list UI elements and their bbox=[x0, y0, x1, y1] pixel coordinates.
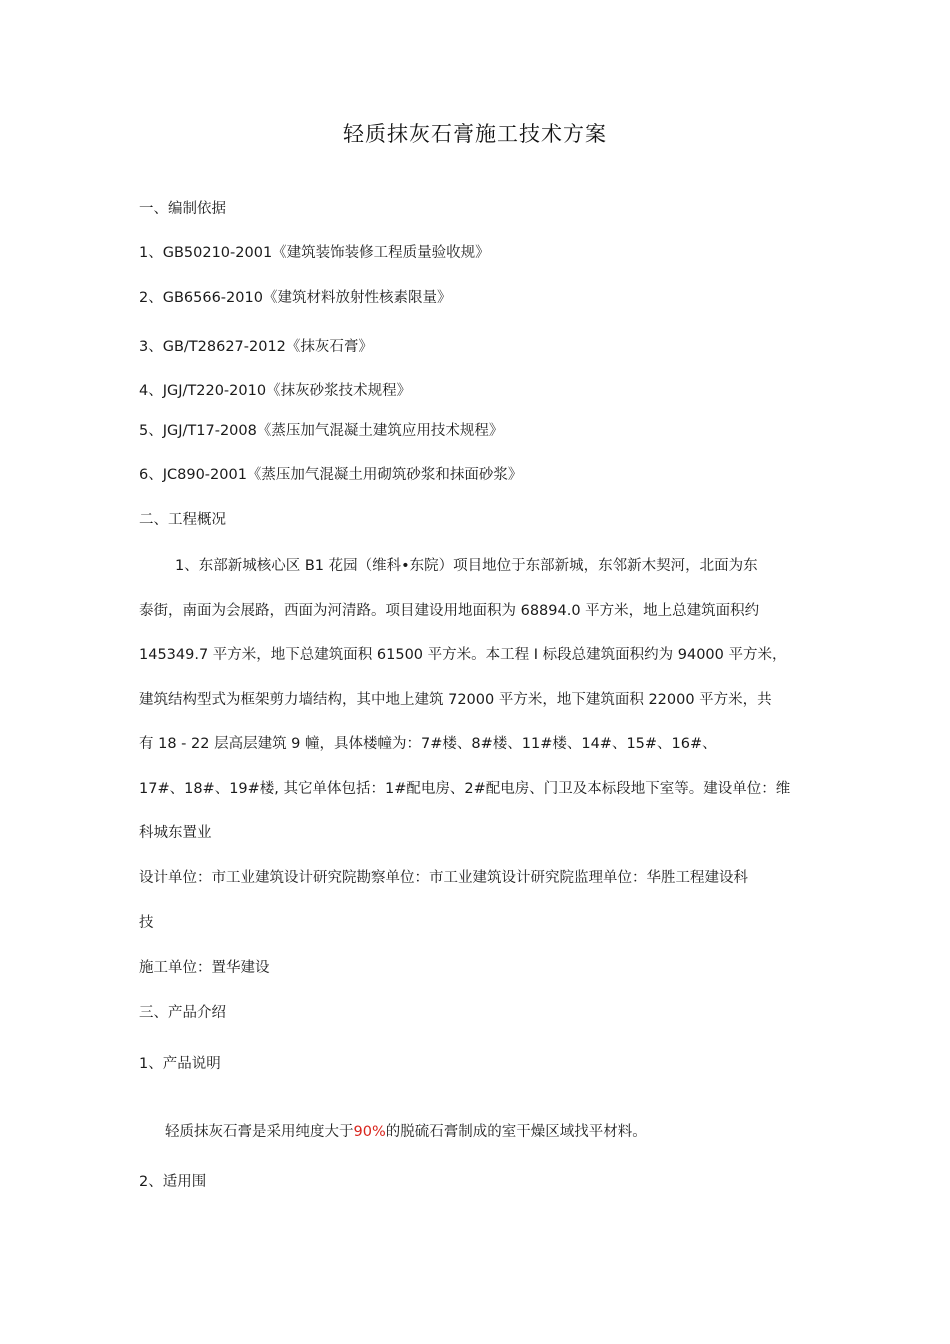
page-title: 轻质抹灰石膏施工技术方案 bbox=[343, 122, 607, 146]
paragraph-line: 1、东部新城核心区 B1 花园（维科•东院）项目地位于东部新城，东邻新木契河，北面为东 bbox=[175, 558, 758, 574]
description-text: 轻质抹灰石膏是采用纯度大于 bbox=[165, 1124, 354, 1140]
basis-item: 1、GB50210-2001《建筑装饰装修工程质量验收规》 bbox=[139, 245, 490, 261]
section-heading-overview: 二、工程概况 bbox=[139, 512, 226, 528]
description-text: 的脱硫石膏制成的室干燥区域找平材料。 bbox=[385, 1124, 647, 1140]
paragraph-line: 有 18 - 22 层高层建筑 9 幢，具体楼幢为：7#楼、8#楼、11#楼、14#、15#、16#、 bbox=[139, 736, 717, 752]
section-heading-product: 三、产品介绍 bbox=[139, 1005, 226, 1021]
construction-unit: 施工单位：置华建设 bbox=[139, 960, 270, 976]
product-description bbox=[165, 1122, 647, 1142]
paragraph-line: 技 bbox=[139, 914, 154, 931]
paragraph-line: 145349.7 平方米，地下总建筑面积 61500 平方米。本工程 I 标段总建筑面积约为 94000 平方米， bbox=[139, 647, 787, 663]
overview-paragraph bbox=[139, 544, 819, 856]
paragraph-line: 科城东置业 bbox=[139, 825, 212, 841]
product-subheading: 1、产品说明 bbox=[139, 1056, 221, 1072]
basis-item: 4、JGJ/T220-2010《抹灰砂浆技术规程》 bbox=[139, 383, 412, 399]
basis-item: 2、GB6566-2010《建筑材料放射性核素限量》 bbox=[139, 290, 452, 306]
paragraph-line: 17#、18#、19#楼, 其它单体包括：1#配电房、2#配电房、门卫及本标段地下室等。建设单位：维 bbox=[139, 780, 791, 797]
basis-item: 6、JC890-2001《蒸压加气混凝土用砌筑砂浆和抹面砂浆》 bbox=[139, 467, 523, 483]
basis-item: 5、JGJ/T17-2008《蒸压加气混凝土建筑应用技术规程》 bbox=[139, 423, 504, 439]
product-subheading: 2、适用围 bbox=[139, 1174, 207, 1190]
purity-highlight: 90% bbox=[353, 1124, 386, 1140]
paragraph-line: 设计单位：市工业建筑设计研究院勘察单位：市工业建筑设计研究院监理单位：华胜工程建设科 bbox=[139, 870, 748, 886]
section-heading-basis: 一、编制依据 bbox=[139, 201, 226, 217]
units-paragraph bbox=[139, 856, 819, 945]
paragraph-line: 建筑结构型式为框架剪力墙结构，其中地上建筑 72000 平方米，地下建筑面积 22000 平方米，共 bbox=[139, 691, 772, 708]
paragraph-line: 泰街，南面为会展路，西面为河清路。项目建设用地面积为 68894.0 平方米，地上总建筑面积约 bbox=[139, 602, 760, 619]
basis-item: 3、GB/T28627-2012《抹灰石膏》 bbox=[139, 339, 373, 355]
